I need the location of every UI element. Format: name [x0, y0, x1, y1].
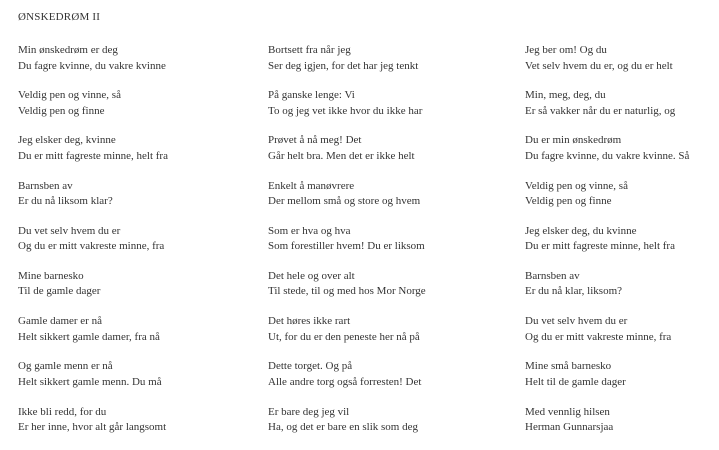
- stanza: [525, 314, 719, 359]
- poem-line: Og gamle menn er nå: [18, 360, 113, 373]
- poem-line: Som er hva og hva: [268, 224, 351, 237]
- poem-line: Er her inne, hvor alt går langsomt: [18, 421, 167, 433]
- poem-line: To og jeg vet ikke hvor du ikke har: [268, 104, 423, 117]
- poem-line: Helt sikkert gamle menn. Du må: [18, 375, 162, 388]
- stanza: [18, 314, 258, 359]
- stanza: [268, 359, 508, 404]
- poem-line: Det høres ikke rart: [268, 315, 351, 328]
- poem-line: Du fagre kvinne, du vakre kvinne. Så: [525, 149, 690, 162]
- poem-column-1: [18, 43, 258, 450]
- poem-line: Til stede, til og med hos Mor Norge: [268, 285, 426, 298]
- stanza: [18, 133, 258, 178]
- stanza: [268, 133, 508, 178]
- poem-line: Barnsben av: [525, 269, 580, 282]
- poem-line: Du vet selv hvem du er: [525, 315, 628, 328]
- signature-greeting: Med vennlig hilsen: [525, 405, 610, 418]
- stanza: [18, 179, 258, 224]
- stanza: [525, 224, 719, 269]
- poem-line: Du er mitt fagreste minne, helt fra: [18, 149, 168, 162]
- poem-line: Enkelt å manøvrere: [268, 179, 355, 192]
- poem-line: Vet selv hvem du er, og du er helt: [525, 59, 673, 72]
- poem-line: På ganske lenge: Vi: [268, 89, 355, 102]
- stanza: [268, 314, 508, 359]
- stanza: [268, 224, 508, 269]
- poem-line: Du er min ønskedrøm: [525, 134, 622, 147]
- poem-line: Helt sikkert gamle damer, fra nå: [18, 330, 160, 343]
- signature-name: Herman Gunnarsjaa: [525, 421, 614, 433]
- poem-column-3: [525, 43, 719, 450]
- stanza: [18, 269, 258, 314]
- poem-line: Og du er mitt vakreste minne, fra: [525, 330, 672, 343]
- poem-line: Min ønskedrøm er deg: [18, 44, 118, 56]
- stanza: [268, 43, 508, 88]
- poem-line: Veldig pen og vinne, så: [18, 89, 121, 102]
- stanza: [268, 269, 508, 314]
- poem-line: Min, meg, deg, du: [525, 89, 606, 102]
- stanza: [525, 405, 719, 450]
- poem-line: Går helt bra. Men det er ikke helt: [268, 149, 415, 162]
- poem-line: Veldig pen og vinne, så: [525, 179, 628, 192]
- stanza: [268, 179, 508, 224]
- poem-line: Alle andre torg også forresten! Det: [268, 375, 422, 388]
- poem-line: Er så vakker når du er naturlig, og: [525, 104, 676, 117]
- stanza: [18, 88, 258, 133]
- stanza: [525, 133, 719, 178]
- stanza: [525, 179, 719, 224]
- stanza: [525, 269, 719, 314]
- poem-line: Jeg elsker deg, du kvinne: [525, 224, 637, 237]
- poem-line: Helt til de gamle dager: [525, 375, 626, 388]
- poem-line: Du er mitt fagreste minne, helt fra: [525, 240, 675, 253]
- poem-line: Mine barnesko: [18, 269, 84, 282]
- stanza: [18, 405, 258, 450]
- stanza: [18, 43, 258, 88]
- poem-line: Bortsett fra når jeg: [268, 44, 351, 56]
- poem-line: Det hele og over alt: [268, 269, 355, 282]
- poem-line: Er du nå klar, liksom?: [525, 285, 623, 298]
- poem-line: Som forestiller hvem! Du er liksom: [268, 240, 425, 253]
- poem-line: Til de gamle dager: [18, 285, 101, 298]
- poem-line: Jeg ber om! Og du: [525, 44, 607, 56]
- stanza: [268, 88, 508, 133]
- stanza: [525, 359, 719, 404]
- poem-line: Du fagre kvinne, du vakre kvinne: [18, 59, 166, 72]
- poem-column-2: [268, 43, 508, 450]
- poem-line: Dette torget. Og på: [268, 360, 353, 373]
- poem-line: Ikke bli redd, for du: [18, 405, 107, 418]
- poem-line: Ha, og det er bare en slik som deg: [268, 421, 418, 433]
- poem-line: Barnsben av: [18, 179, 73, 192]
- poem-line: Er bare deg jeg vil: [268, 405, 350, 418]
- poem-line: Gamle damer er nå: [18, 315, 102, 328]
- poem-line: Ser deg igjen, for det har jeg tenkt: [268, 59, 419, 72]
- stanza: [268, 405, 508, 450]
- stanza: [18, 224, 258, 269]
- poem-line: Der mellom små og store og hvem: [268, 195, 421, 208]
- poem-line: Er du nå liksom klar?: [18, 195, 113, 208]
- poem-line: Veldig pen og finne: [18, 104, 105, 117]
- poem-line: Mine små barnesko: [525, 360, 612, 373]
- stanza: [525, 43, 719, 88]
- poem-line: Jeg elsker deg, kvinne: [18, 134, 116, 147]
- poem-title: ØNSKEDRØM II: [18, 11, 101, 23]
- poem-line: Og du er mitt vakreste minne, fra: [18, 240, 165, 253]
- poem-line: Du vet selv hvem du er: [18, 224, 121, 237]
- stanza: [18, 359, 258, 404]
- poem-line: Ut, for du er den peneste her nå på: [268, 330, 420, 343]
- poem-line: Prøvet å nå meg! Det: [268, 134, 362, 147]
- poem-line: Veldig pen og finne: [525, 195, 612, 208]
- stanza: [525, 88, 719, 133]
